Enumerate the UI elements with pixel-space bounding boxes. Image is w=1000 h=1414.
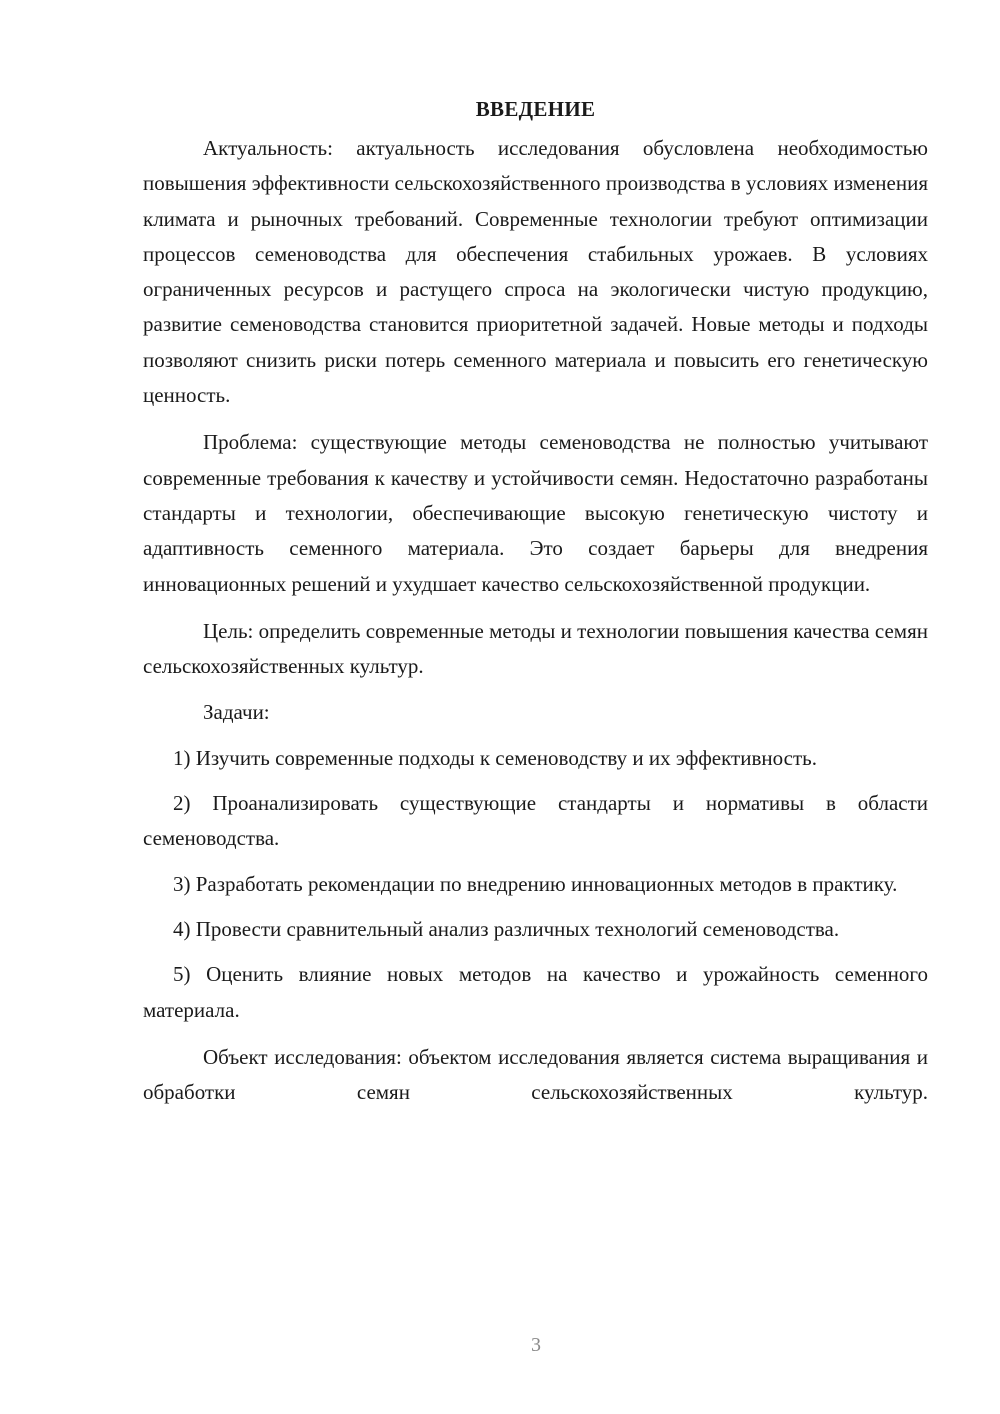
task-item-3: 3) Разработать рекомендации по внедрению инновационных методов в практику. [173,871,898,896]
paragraph-object: Объект исследования: объектом исследования является система выращивания и обработки семян сельскохозяйственных культур. [143,1044,928,1105]
page-number: 3 [531,1334,541,1356]
task-item-4: 4) Провести сравнительный анализ различных технологий семеноводства. [173,916,840,941]
tasks-heading: Задачи: [203,700,270,725]
task-item-5: 5) Оценить влияние новых методов на качество и урожайность семенного материала. [143,962,928,1022]
paragraph-problem: Проблема: существующие методы семеноводства не полностью учитывают современные требования к качеству и устойчивости семян. Недостаточно разработаны стандарты и технологии, обеспечивающие высокую генетическую чистоту и адаптивность семенного материала. Это создает барьеры для внедрения инновационных решений и ухудшает качество сельскохозяйственной продукции. [143,430,928,596]
task-item-2: 2) Проанализировать существующие стандарты и нормативы в области семеноводства. [143,791,928,851]
paragraph-goal: Цель: определить современные методы и технологии повышения качества семян сельскохозяйственных культур. [143,618,928,679]
document-page [143,92,928,1110]
task-item-1: 1) Изучить современные подходы к семеноводству и их эффективность. [173,745,817,770]
paragraph-relevance: Актуальность: актуальность исследования обусловлена необходимостью повышения эффективности сельскохозяйственного производства в условиях изменения климата и рыночных требований. Современные технологии требуют оптимизации процессов семеноводства для обеспечения стабильных урожаев. В условиях ограниченных ресурсов и растущего спроса на экологически чистую продукцию, развитие семеноводства становится приоритетной задачей. Новые методы и подходы позволяют снизить риски потерь семенного материала и повысить его генетическую ценность. [143,136,928,408]
page-title: ВВЕДЕНИЕ [475,97,596,121]
